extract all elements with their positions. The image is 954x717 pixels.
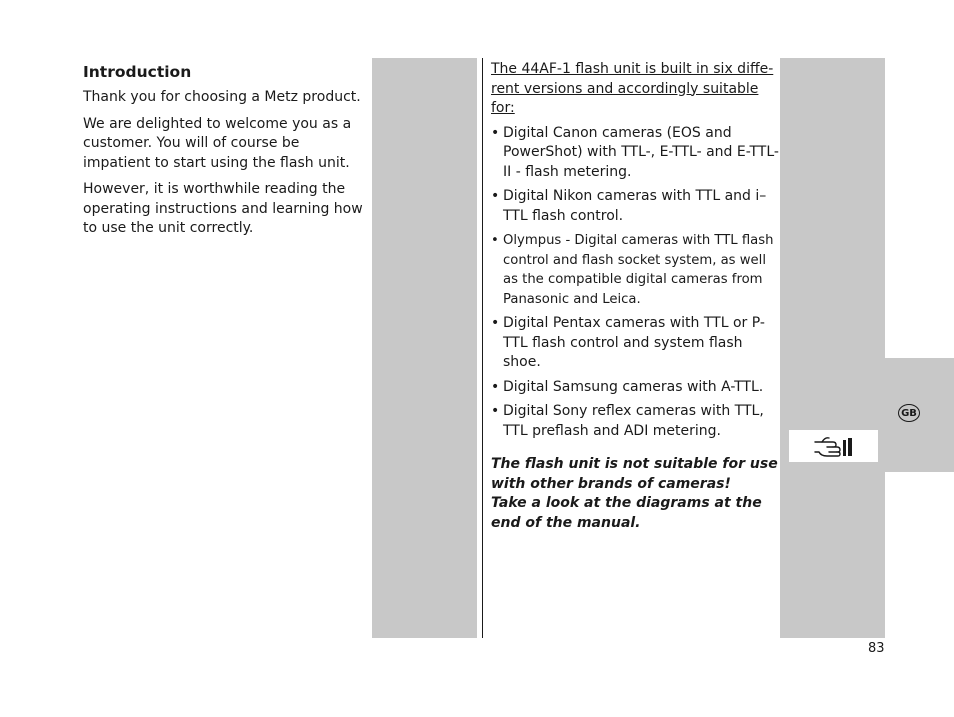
list-item: • Digital Sony reflex cameras with TTL, TTL preflash and ADI metering. bbox=[491, 402, 779, 441]
paragraph: We are delighted to welcome you as a customer. You will of course be impatient to start using the flash unit. bbox=[83, 115, 352, 171]
compatibility-section bbox=[491, 60, 779, 533]
paragraph: However, it is worthwhile reading the operating instructions and learning how to use the unit correctly. bbox=[83, 181, 363, 236]
margin-column-left bbox=[372, 58, 477, 638]
list-item: • Digital Pentax cameras with TTL or P-TTL flash control and system flash shoe. bbox=[491, 314, 779, 373]
section-heading: Introduction bbox=[83, 63, 192, 81]
pointing-hand-icon bbox=[813, 434, 855, 458]
list-item: • Olympus - Digital cameras with TTL flash control and flash socket system, as well as the compatible digital cameras from Panasonic and Leica. bbox=[491, 231, 779, 309]
introduction-section bbox=[83, 62, 368, 246]
warning-note-line: Take a look at the diagrams at the end of the manual. bbox=[491, 495, 762, 531]
list-item: • Digital Nikon cameras with TTL and i–TTL flash control. bbox=[491, 187, 779, 226]
list-item: • Digital Canon cameras (EOS and PowerShot) with TTL-, E-TTL- and E-TTL-II - flash metering. bbox=[491, 124, 779, 183]
note-icon-box bbox=[789, 430, 878, 462]
warning-note-line: The flash unit is not suitable for use with other brands of cameras! bbox=[491, 456, 778, 492]
camera-list bbox=[491, 124, 779, 442]
versions-intro: The 44AF-1 flash unit is built in six diffe-rent versions and accordingly suitable for: bbox=[491, 61, 774, 116]
margin-column-right bbox=[780, 58, 885, 638]
page-number: 83 bbox=[868, 641, 885, 656]
warning-note bbox=[491, 455, 779, 533]
language-badge: GB bbox=[898, 404, 920, 422]
paragraph: Thank you for choosing a Metz product. bbox=[83, 89, 361, 105]
column-divider bbox=[482, 58, 483, 638]
list-item: • Digital Samsung cameras with A-TTL. bbox=[491, 378, 779, 398]
